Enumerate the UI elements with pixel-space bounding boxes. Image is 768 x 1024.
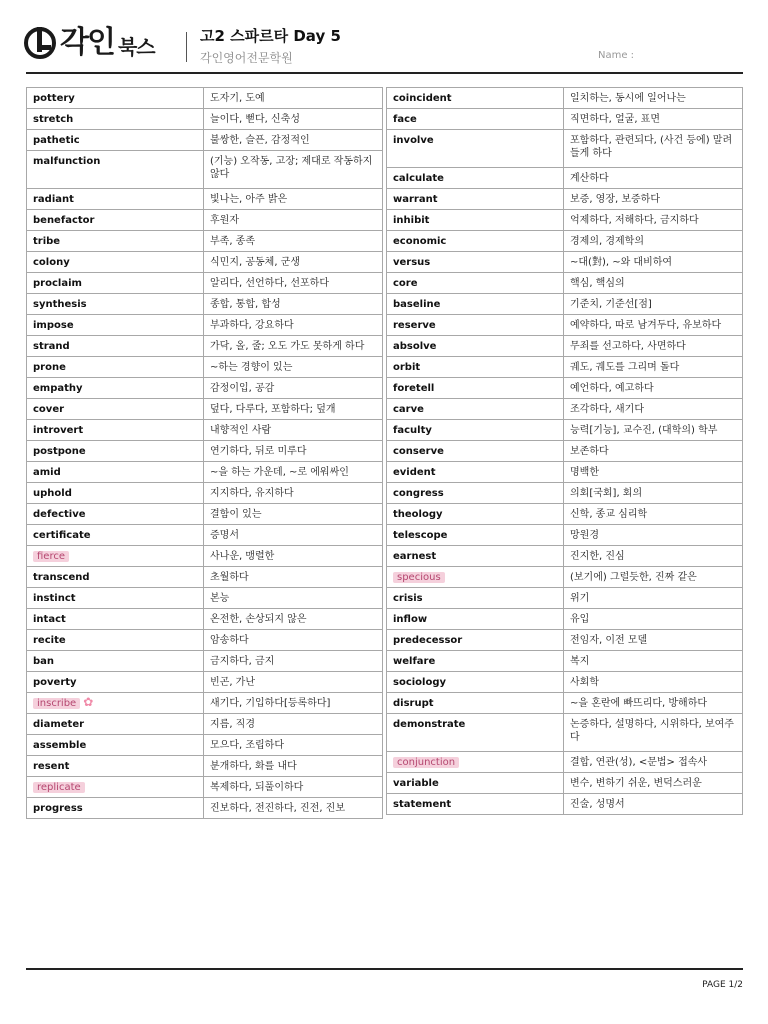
meaning-cell: 감정이입, 공감	[204, 378, 383, 399]
table-row	[27, 546, 383, 567]
meaning-cell: 변수, 변하기 쉬운, 변덕스러운	[564, 773, 743, 794]
table-row	[387, 672, 743, 693]
word-cell: empathy	[27, 378, 204, 399]
table-row	[27, 798, 383, 819]
meaning-cell: 금지하다, 금지	[204, 651, 383, 672]
meaning-cell: 기준치, 기준선[점]	[564, 294, 743, 315]
table-row	[27, 252, 383, 273]
page-header	[0, 0, 768, 74]
meaning-cell: ~을 혼란에 빠뜨리다, 방해하다	[564, 693, 743, 714]
meaning-cell: 계산하다	[564, 168, 743, 189]
meaning-cell: 조각하다, 새기다	[564, 399, 743, 420]
table-row	[27, 399, 383, 420]
table-row	[387, 441, 743, 462]
meaning-cell: 부족, 종족	[204, 231, 383, 252]
word-cell: demonstrate	[387, 714, 564, 752]
meaning-cell: 억제하다, 저해하다, 금지하다	[564, 210, 743, 231]
meaning-cell: 불쌍한, 슬픈, 감정적인	[204, 130, 383, 151]
meaning-cell: 결합, 연관(성), <문법> 접속사	[564, 752, 743, 773]
meaning-cell: (기능) 오작동, 고장; 제대로 작동하지 않다	[204, 151, 383, 189]
table-row	[27, 294, 383, 315]
word-cell: colony	[27, 252, 204, 273]
meaning-cell: 식민지, 공동체, 군생	[204, 252, 383, 273]
table-row	[27, 151, 383, 189]
word-cell: welfare	[387, 651, 564, 672]
meaning-cell: 빈곤, 가난	[204, 672, 383, 693]
meaning-cell: 포함하다, 관련되다, (사건 등에) 말려들게 하다	[564, 130, 743, 168]
meaning-cell: 궤도, 궤도를 그리며 돌다	[564, 357, 743, 378]
word-cell: involve	[387, 130, 564, 168]
word-cell: carve	[387, 399, 564, 420]
word-cell: telescope	[387, 525, 564, 546]
word-cell: ban	[27, 651, 204, 672]
word-cell: synthesis	[27, 294, 204, 315]
meaning-cell: 전임자, 이전 모델	[564, 630, 743, 651]
word-cell: core	[387, 273, 564, 294]
meaning-cell: 예약하다, 따로 남겨두다, 유보하다	[564, 315, 743, 336]
word-cell: congress	[387, 483, 564, 504]
table-row	[387, 504, 743, 525]
word-cell: calculate	[387, 168, 564, 189]
table-row	[27, 777, 383, 798]
table-row	[27, 630, 383, 651]
meaning-cell: 사회학	[564, 672, 743, 693]
word-cell: warrant	[387, 189, 564, 210]
meaning-cell: (보기에) 그럴듯한, 진짜 같은	[564, 567, 743, 588]
table-row	[387, 525, 743, 546]
meaning-cell: 빛나는, 아주 밝은	[204, 189, 383, 210]
word-cell: coincident	[387, 88, 564, 109]
table-row	[27, 441, 383, 462]
meaning-cell: ~대(對), ~와 대비하여	[564, 252, 743, 273]
word-cell	[27, 693, 204, 714]
meaning-cell: 도자기, 도예	[204, 88, 383, 109]
meaning-cell: 보증, 영장, 보증하다	[564, 189, 743, 210]
word-cell: diameter	[27, 714, 204, 735]
meaning-cell: ~하는 경향이 있는	[204, 357, 383, 378]
highlighted-word: specious	[393, 572, 445, 583]
word-cell: baseline	[387, 294, 564, 315]
meaning-cell: 늘이다, 뻗다, 신축성	[204, 109, 383, 130]
word-cell: absolve	[387, 336, 564, 357]
meaning-cell: 온전한, 손상되지 않은	[204, 609, 383, 630]
meaning-cell: 망원경	[564, 525, 743, 546]
table-row	[387, 88, 743, 109]
table-row	[387, 651, 743, 672]
word-cell: instinct	[27, 588, 204, 609]
word-cell: foretell	[387, 378, 564, 399]
table-row	[387, 773, 743, 794]
meaning-cell: 사나운, 맹렬한	[204, 546, 383, 567]
table-row	[387, 588, 743, 609]
word-cell: stretch	[27, 109, 204, 130]
meaning-cell: 복지	[564, 651, 743, 672]
word-cell: tribe	[27, 231, 204, 252]
meaning-cell: ~을 하는 가운데, ~로 에워싸인	[204, 462, 383, 483]
bottom-rule	[26, 968, 743, 970]
meaning-cell: 알리다, 선언하다, 선포하다	[204, 273, 383, 294]
table-row	[27, 273, 383, 294]
word-cell: economic	[387, 231, 564, 252]
table-row	[387, 273, 743, 294]
meaning-cell: 종합, 통합, 합성	[204, 294, 383, 315]
word-cell: inflow	[387, 609, 564, 630]
meaning-cell: 연기하다, 뒤로 미루다	[204, 441, 383, 462]
meaning-cell: 가닥, 올, 줄; 오도 가도 못하게 하다	[204, 336, 383, 357]
word-cell: impose	[27, 315, 204, 336]
word-cell: orbit	[387, 357, 564, 378]
name-label: Name :	[598, 50, 635, 61]
word-cell	[387, 567, 564, 588]
word-cell: recite	[27, 630, 204, 651]
table-row	[27, 672, 383, 693]
table-row	[387, 210, 743, 231]
table-row	[27, 210, 383, 231]
page-title: 고2 스파르타 Day 5	[200, 27, 341, 45]
meaning-cell: 명백한	[564, 462, 743, 483]
table-row	[387, 752, 743, 773]
table-row	[387, 357, 743, 378]
word-cell: statement	[387, 794, 564, 815]
table-row	[387, 294, 743, 315]
table-row	[27, 567, 383, 588]
academy-name: 각인영어전문학원	[200, 51, 293, 65]
table-row	[27, 483, 383, 504]
table-row	[27, 462, 383, 483]
meaning-cell: 증명서	[204, 525, 383, 546]
word-cell: sociology	[387, 672, 564, 693]
table-row	[27, 130, 383, 151]
meaning-cell: 경제의, 경제학의	[564, 231, 743, 252]
meaning-cell: 복제하다, 되풀이하다	[204, 777, 383, 798]
word-cell: prone	[27, 357, 204, 378]
table-row	[27, 525, 383, 546]
highlighted-word: inscribe	[33, 698, 80, 709]
word-cell	[387, 752, 564, 773]
table-row	[27, 357, 383, 378]
table-row	[387, 189, 743, 210]
word-cell: amid	[27, 462, 204, 483]
meaning-cell: 의회[국회], 회의	[564, 483, 743, 504]
table-row	[27, 588, 383, 609]
meaning-cell: 지지하다, 유지하다	[204, 483, 383, 504]
table-row	[387, 315, 743, 336]
word-cell: proclaim	[27, 273, 204, 294]
table-row	[27, 714, 383, 735]
word-cell: benefactor	[27, 210, 204, 231]
table-row	[387, 399, 743, 420]
meaning-cell: 진술, 성명서	[564, 794, 743, 815]
word-cell: disrupt	[387, 693, 564, 714]
table-row	[387, 420, 743, 441]
table-row	[387, 252, 743, 273]
word-cell: transcend	[27, 567, 204, 588]
table-row	[387, 567, 743, 588]
word-cell: certificate	[27, 525, 204, 546]
table-row	[27, 756, 383, 777]
table-row	[27, 693, 383, 714]
word-cell: poverty	[27, 672, 204, 693]
word-cell	[27, 777, 204, 798]
table-row	[387, 794, 743, 815]
meaning-cell: 핵심, 핵심의	[564, 273, 743, 294]
word-cell: evident	[387, 462, 564, 483]
logo-text-sub: 북스	[117, 35, 155, 59]
word-cell: predecessor	[387, 630, 564, 651]
meaning-cell: 본능	[204, 588, 383, 609]
meaning-cell: 결함이 있는	[204, 504, 383, 525]
table-row	[27, 609, 383, 630]
word-cell: assemble	[27, 735, 204, 756]
meaning-cell: 새기다, 기입하다[등록하다]	[204, 693, 383, 714]
flower-icon: ✿	[83, 695, 94, 709]
highlighted-word: conjunction	[393, 757, 459, 768]
table-row	[27, 378, 383, 399]
table-row	[387, 336, 743, 357]
table-row	[387, 378, 743, 399]
word-cell: theology	[387, 504, 564, 525]
word-cell: radiant	[27, 189, 204, 210]
meaning-cell: 유입	[564, 609, 743, 630]
table-row	[27, 735, 383, 756]
word-cell: face	[387, 109, 564, 130]
logo	[24, 22, 155, 64]
meaning-cell: 보존하다	[564, 441, 743, 462]
table-row	[387, 714, 743, 752]
word-cell: intact	[27, 609, 204, 630]
table-row	[27, 189, 383, 210]
word-cell: conserve	[387, 441, 564, 462]
table-row	[27, 109, 383, 130]
table-row	[387, 109, 743, 130]
meaning-cell: 신학, 종교 심리학	[564, 504, 743, 525]
word-cell	[27, 546, 204, 567]
meaning-cell: 지름, 직경	[204, 714, 383, 735]
meaning-cell: 일치하는, 동시에 일어나는	[564, 88, 743, 109]
table-row	[387, 130, 743, 168]
table-row	[387, 483, 743, 504]
word-cell: postpone	[27, 441, 204, 462]
meaning-cell: 부과하다, 강요하다	[204, 315, 383, 336]
meaning-cell: 능력[기능], 교수진, (대학의) 학부	[564, 420, 743, 441]
word-cell: reserve	[387, 315, 564, 336]
meaning-cell: 후원자	[204, 210, 383, 231]
word-cell: defective	[27, 504, 204, 525]
word-cell: faculty	[387, 420, 564, 441]
word-cell: uphold	[27, 483, 204, 504]
word-cell: versus	[387, 252, 564, 273]
header-divider	[186, 32, 187, 62]
meaning-cell: 진보하다, 전진하다, 진전, 진보	[204, 798, 383, 819]
word-cell: resent	[27, 756, 204, 777]
top-rule	[26, 72, 743, 74]
table-row	[387, 231, 743, 252]
highlighted-word: replicate	[33, 782, 85, 793]
meaning-cell: 덮다, 다루다, 포함하다; 덮개	[204, 399, 383, 420]
logo-mark-icon	[24, 27, 56, 59]
meaning-cell: 무죄를 선고하다, 사면하다	[564, 336, 743, 357]
meaning-cell: 위기	[564, 588, 743, 609]
meaning-cell: 모으다, 조립하다	[204, 735, 383, 756]
table-row	[387, 168, 743, 189]
vocab-table-right	[386, 87, 743, 815]
word-cell: pottery	[27, 88, 204, 109]
word-cell: earnest	[387, 546, 564, 567]
meaning-cell: 분개하다, 화를 내다	[204, 756, 383, 777]
meaning-cell: 논증하다, 설명하다, 시위하다, 보여주다	[564, 714, 743, 752]
table-row	[387, 693, 743, 714]
vocab-table-left	[26, 87, 383, 819]
meaning-cell: 진지한, 진심	[564, 546, 743, 567]
table-row	[27, 420, 383, 441]
word-cell: pathetic	[27, 130, 204, 151]
page-number: PAGE 1/2	[702, 980, 743, 990]
table-row	[387, 462, 743, 483]
table-row	[27, 315, 383, 336]
meaning-cell: 초월하다	[204, 567, 383, 588]
table-row	[387, 630, 743, 651]
word-cell: progress	[27, 798, 204, 819]
table-row	[27, 336, 383, 357]
word-cell: strand	[27, 336, 204, 357]
meaning-cell: 직면하다, 얼굴, 표면	[564, 109, 743, 130]
table-row	[27, 231, 383, 252]
table-row	[387, 609, 743, 630]
table-row	[27, 651, 383, 672]
word-cell: introvert	[27, 420, 204, 441]
word-cell: cover	[27, 399, 204, 420]
highlighted-word: fierce	[33, 551, 69, 562]
meaning-cell: 예언하다, 예고하다	[564, 378, 743, 399]
word-cell: malfunction	[27, 151, 204, 189]
table-row	[387, 546, 743, 567]
word-cell: inhibit	[387, 210, 564, 231]
table-row	[27, 504, 383, 525]
logo-text-main: 각인	[60, 25, 114, 60]
word-cell: variable	[387, 773, 564, 794]
table-row	[27, 88, 383, 109]
meaning-cell: 암송하다	[204, 630, 383, 651]
word-cell: crisis	[387, 588, 564, 609]
meaning-cell: 내향적인 사람	[204, 420, 383, 441]
